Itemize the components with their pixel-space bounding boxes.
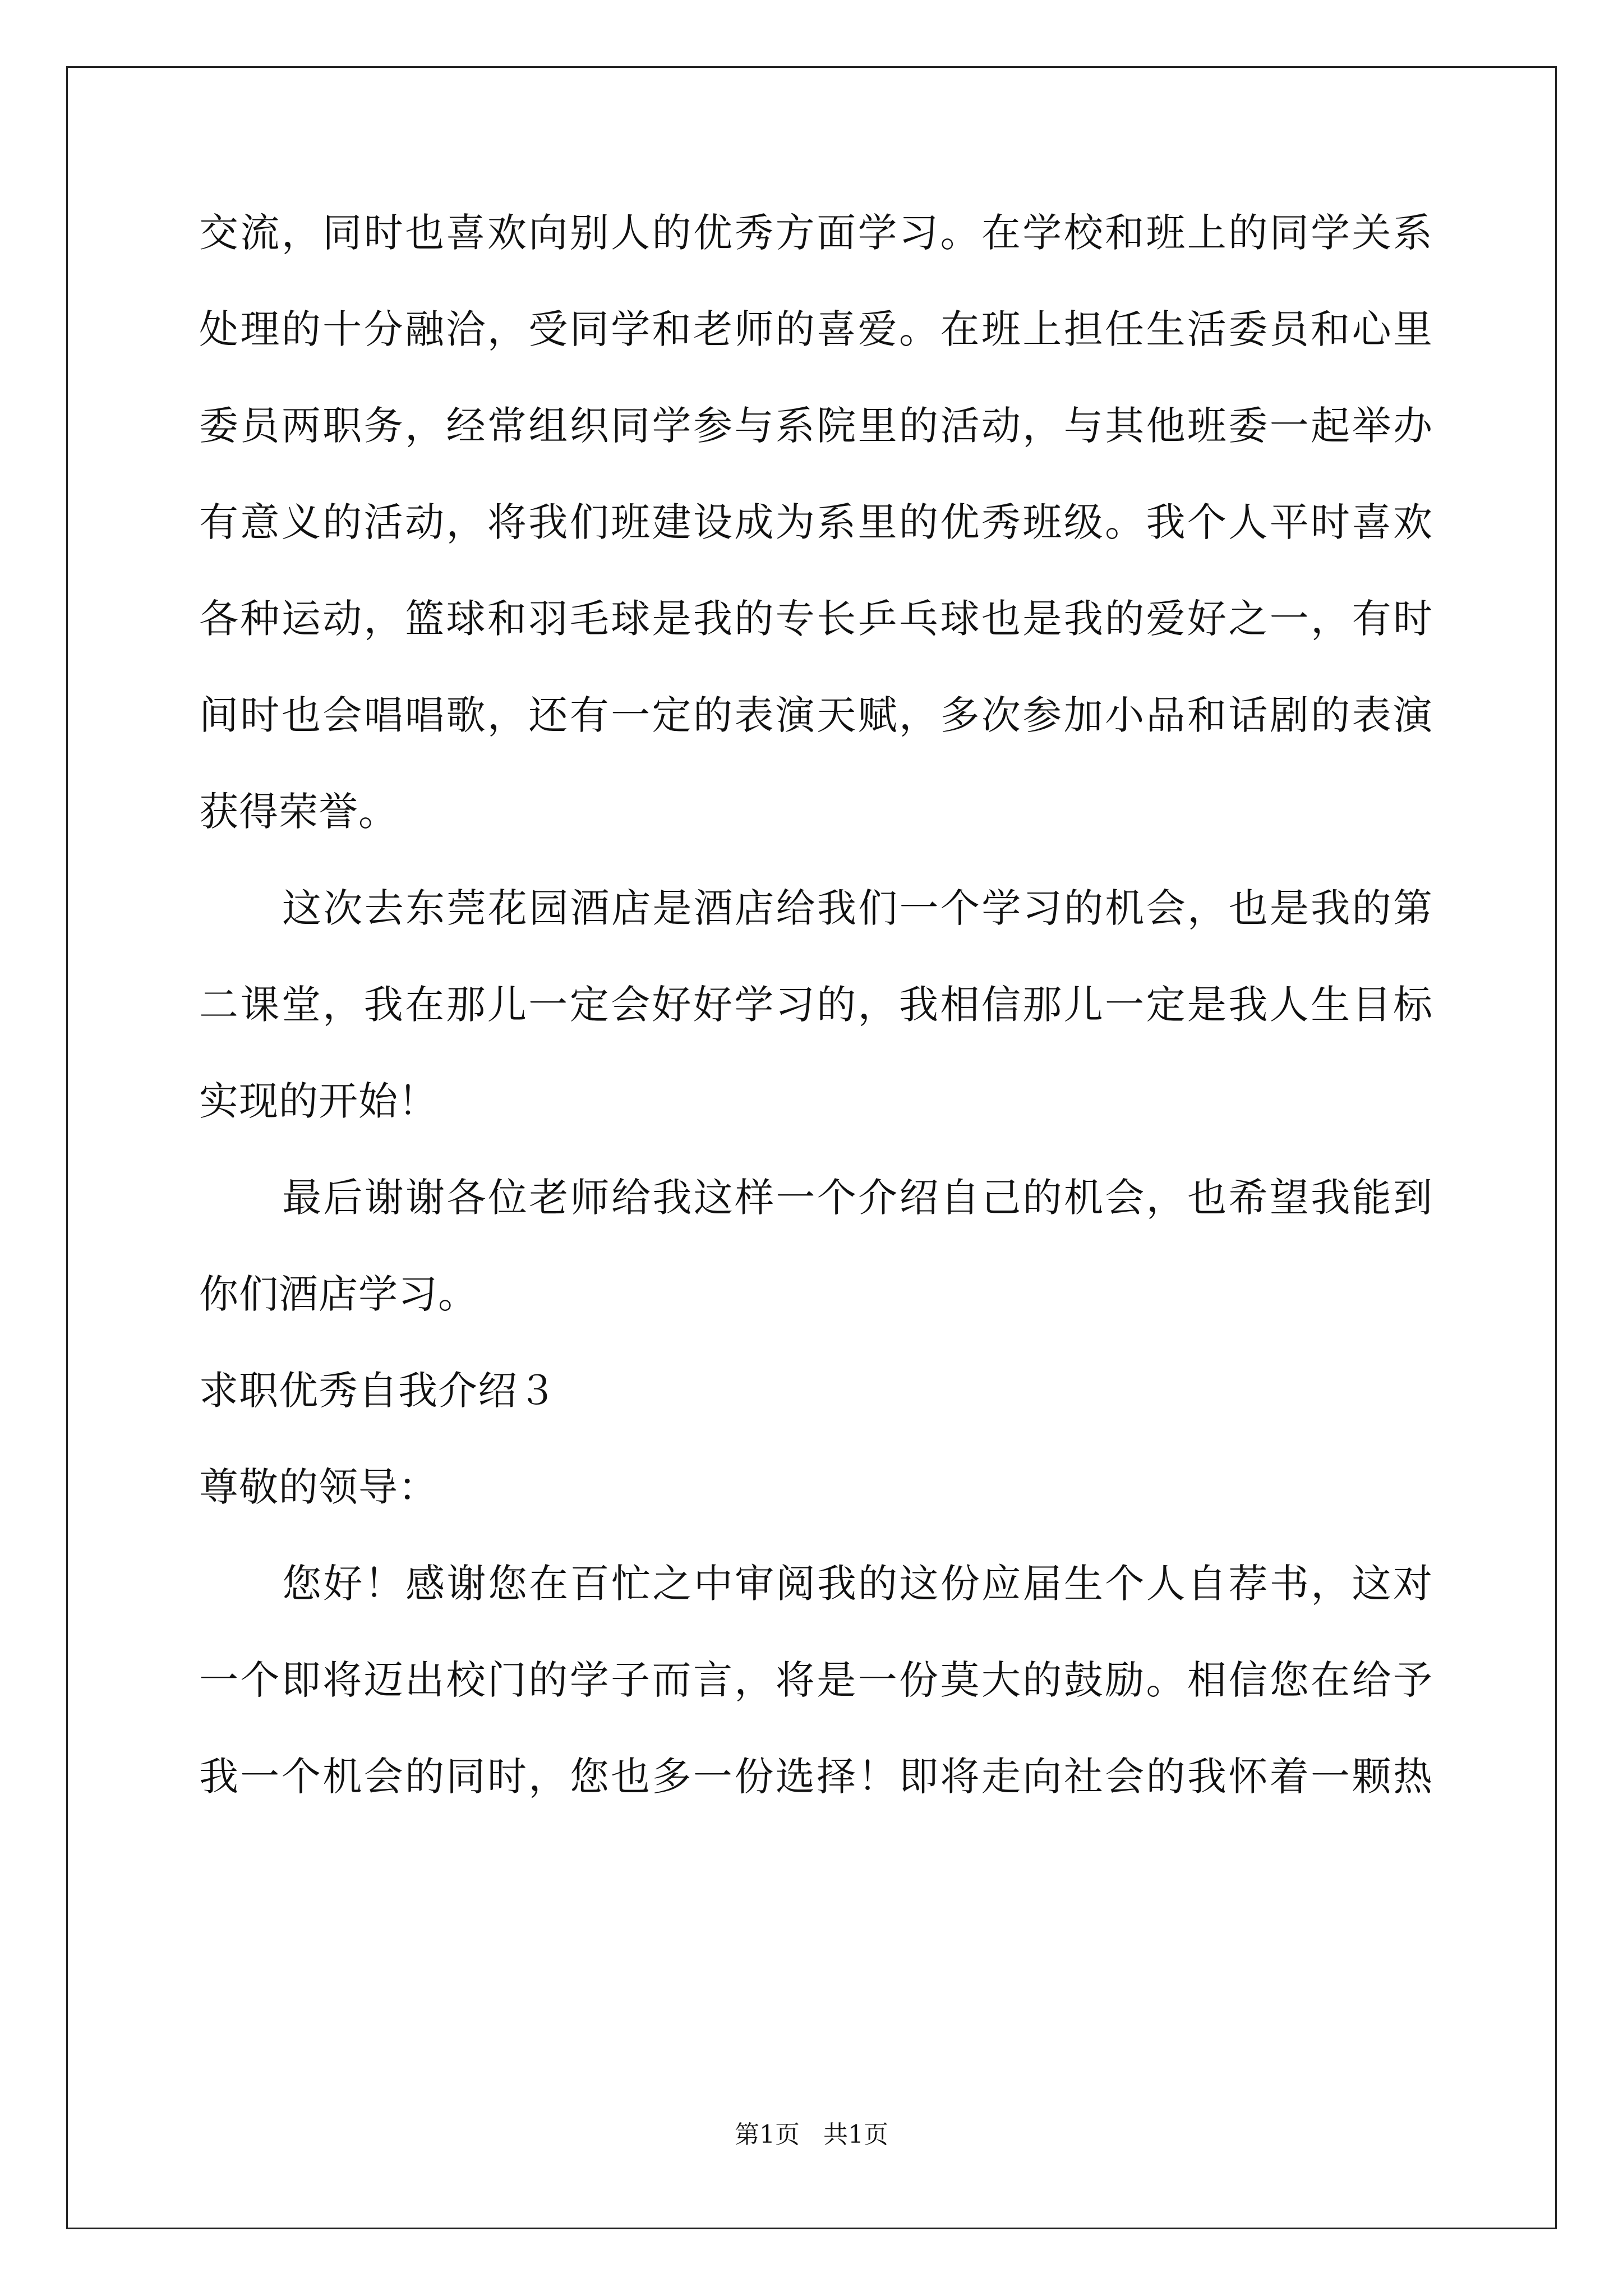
text-line: 我一个机会的同时，您也多一份选择！即将走向社会的我怀着一颗热 [199,1754,1433,1800]
page-footer [0,2119,1623,2151]
text-line: 委员两职务，经常组织同学参与系院里的活动，与其他班委一起举办 [199,403,1433,449]
text-line: 有意义的活动，将我们班建设成为系里的优秀班级。我个人平时喜欢 [199,499,1433,545]
section-heading: 求职优秀自我介绍３ [199,1368,557,1414]
page-total: 共1页 [823,2120,888,2149]
text-line: 处理的十分融洽，受同学和老师的喜爱。在班上担任生活委员和心里 [199,306,1433,352]
text-line: 各种运动，篮球和羽毛球是我的专长乒乓球也是我的爱好之一，有时 [199,596,1433,642]
text-line: 你们酒店学习。 [199,1271,478,1317]
page-number: 第1页 [735,2120,800,2149]
paragraph-first-line: 这次去东莞花园酒店是酒店给我们一个学习的机会，也是我的第 [282,885,1433,931]
text-line: 一个即将迈出校门的学子而言，将是一份莫大的鼓励。相信您在给予 [199,1657,1433,1703]
salutation: 尊敬的领导： [199,1464,438,1510]
text-line: 交流，同时也喜欢向别人的优秀方面学习。在学校和班上的同学关系 [199,210,1433,256]
text-line: 二课堂，我在那儿一定会好好学习的，我相信那儿一定是我人生目标 [199,982,1433,1028]
text-line: 获得荣誉。 [199,789,398,835]
paragraph-first-line: 您好！感谢您在百忙之中审阅我的这份应届生个人自荐书，这对 [282,1561,1433,1607]
text-line: 间时也会唱唱歌，还有一定的表演天赋，多次参加小品和话剧的表演 [199,692,1433,738]
paragraph-first-line: 最后谢谢各位老师给我这样一个介绍自己的机会，也希望我能到 [282,1175,1433,1221]
text-line: 实现的开始！ [199,1078,438,1124]
page-border [66,66,1557,2229]
